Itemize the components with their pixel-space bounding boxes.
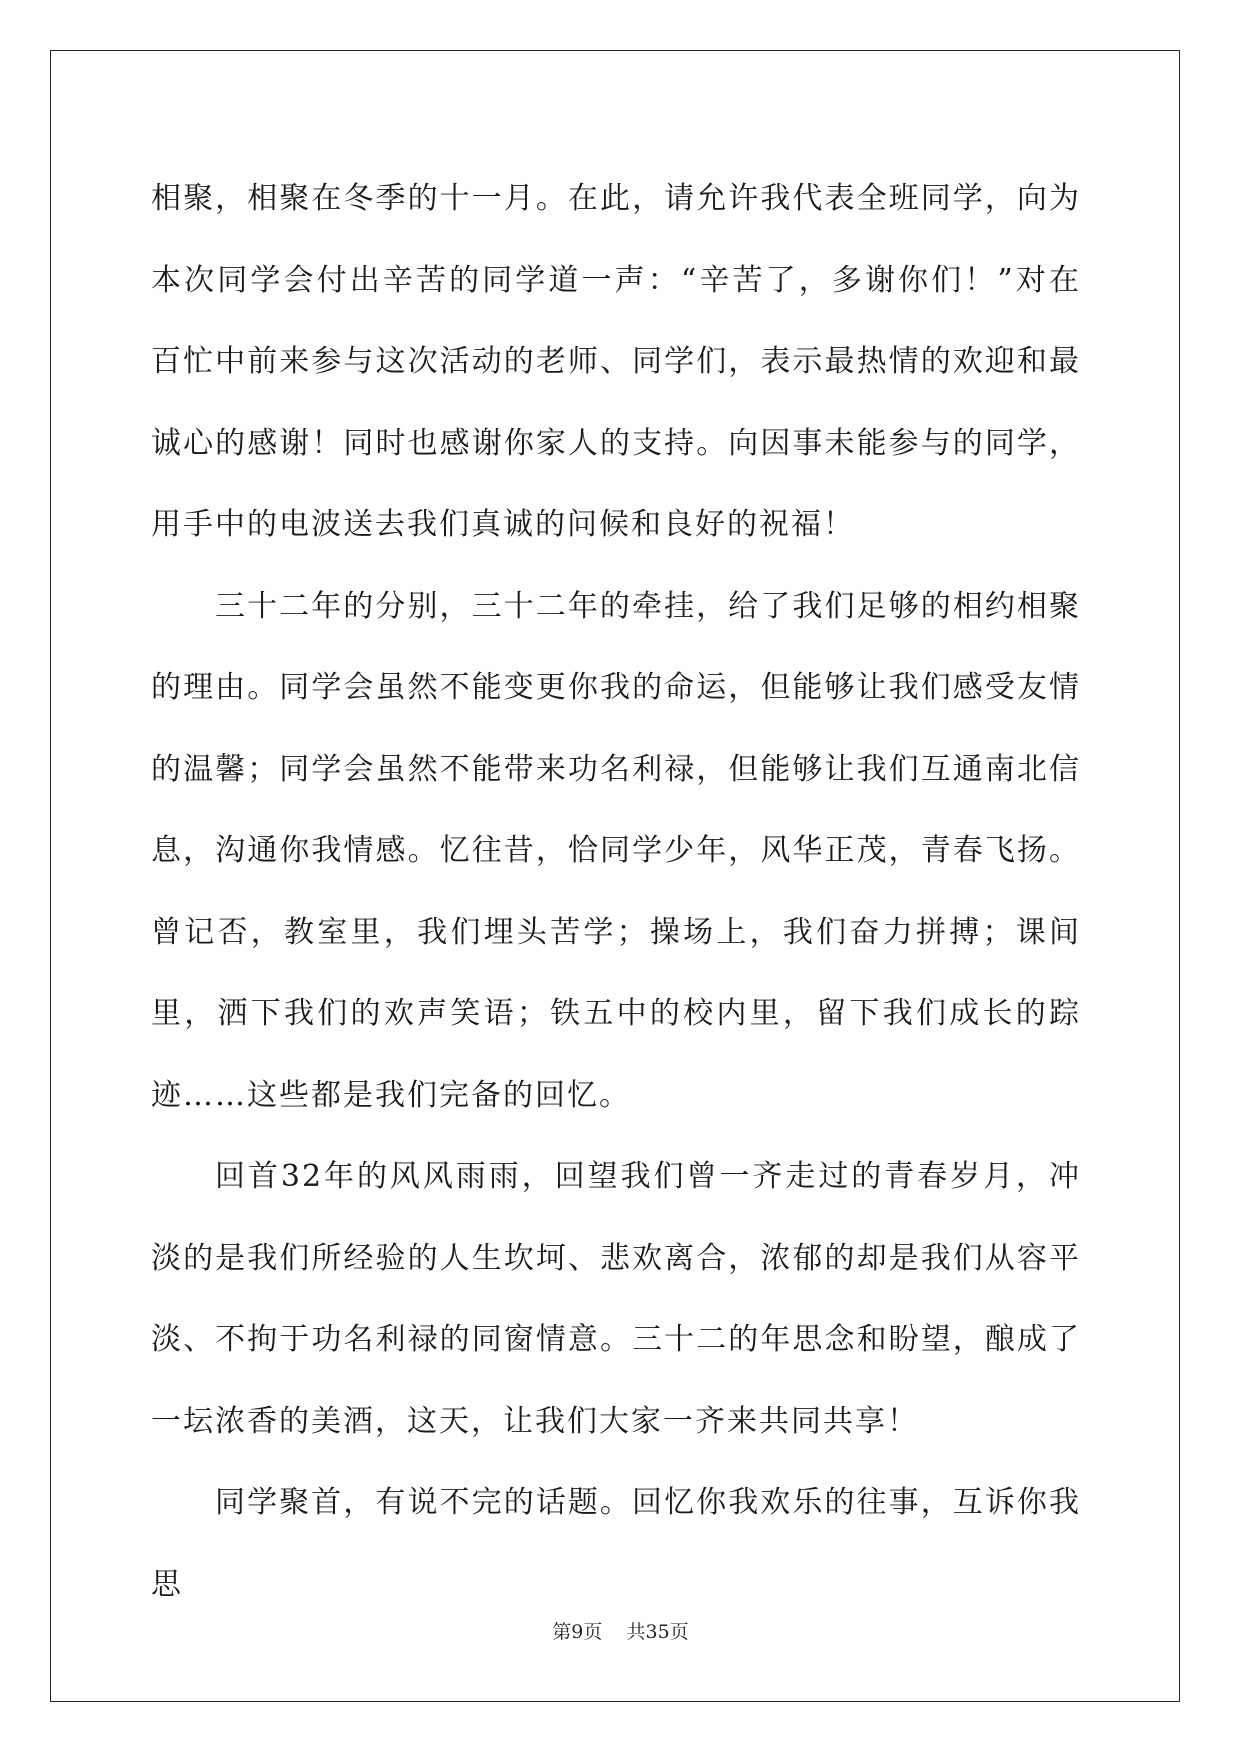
total-prefix: 共 [626,1621,646,1643]
document-body [151,158,1081,1625]
paragraph-4: 同学聚首，有说不完的话题。回忆你我欢乐的往事，互诉你我思 [151,1485,1081,1602]
total-pages: 35 [645,1621,670,1643]
total-suffix: 页 [669,1621,689,1643]
page-number: 9 [571,1621,584,1643]
page-label-prefix: 第 [552,1621,572,1643]
paragraph-3: 回首32年的风风雨雨，回望我们曾一齐走过的青春岁月，冲淡的是我们所经验的人生坎坷、悲欢离合，浓郁的却是我们从容平淡、不拘于功名利禄的同窗情意。三十二的年思念和盼望，酿成了一坛浓香的美酒，这天，让我们大家一齐来共同共享！ [151,1159,1081,1439]
paragraph-2: 三十二年的分别，三十二年的牵挂，给了我们足够的相约相聚的理由。同学会虽然不能变更你我的命运，但能够让我们感受友情的温馨；同学会虽然不能带来功名利禄，但能够让我们互通南北信息，沟通你我情感。忆往昔，恰同学少年，风华正茂，青春飞扬。曾记否，教室里，我们埋头苦学；操场上，我们奋力拼搏；课间里，洒下我们的欢声笑语；铁五中的校内里，留下我们成长的踪迹……这些都是我们完备的回忆。 [151,588,1081,1113]
page-footer [0,1617,1241,1644]
page-label-suffix: 页 [583,1621,603,1643]
paragraph-1: 相聚，相聚在冬季的十一月。在此，请允许我代表全班同学，向为本次同学会付出辛苦的同学道一声：“辛苦了，多谢你们！”对在百忙中前来参与这次活动的老师、同学们，表示最热情的欢迎和最诚心的感谢！同时也感谢你家人的支持。向因事未能参与的同学，用手中的电波送去我们真诚的问候和良好的祝福！ [151,181,1081,542]
